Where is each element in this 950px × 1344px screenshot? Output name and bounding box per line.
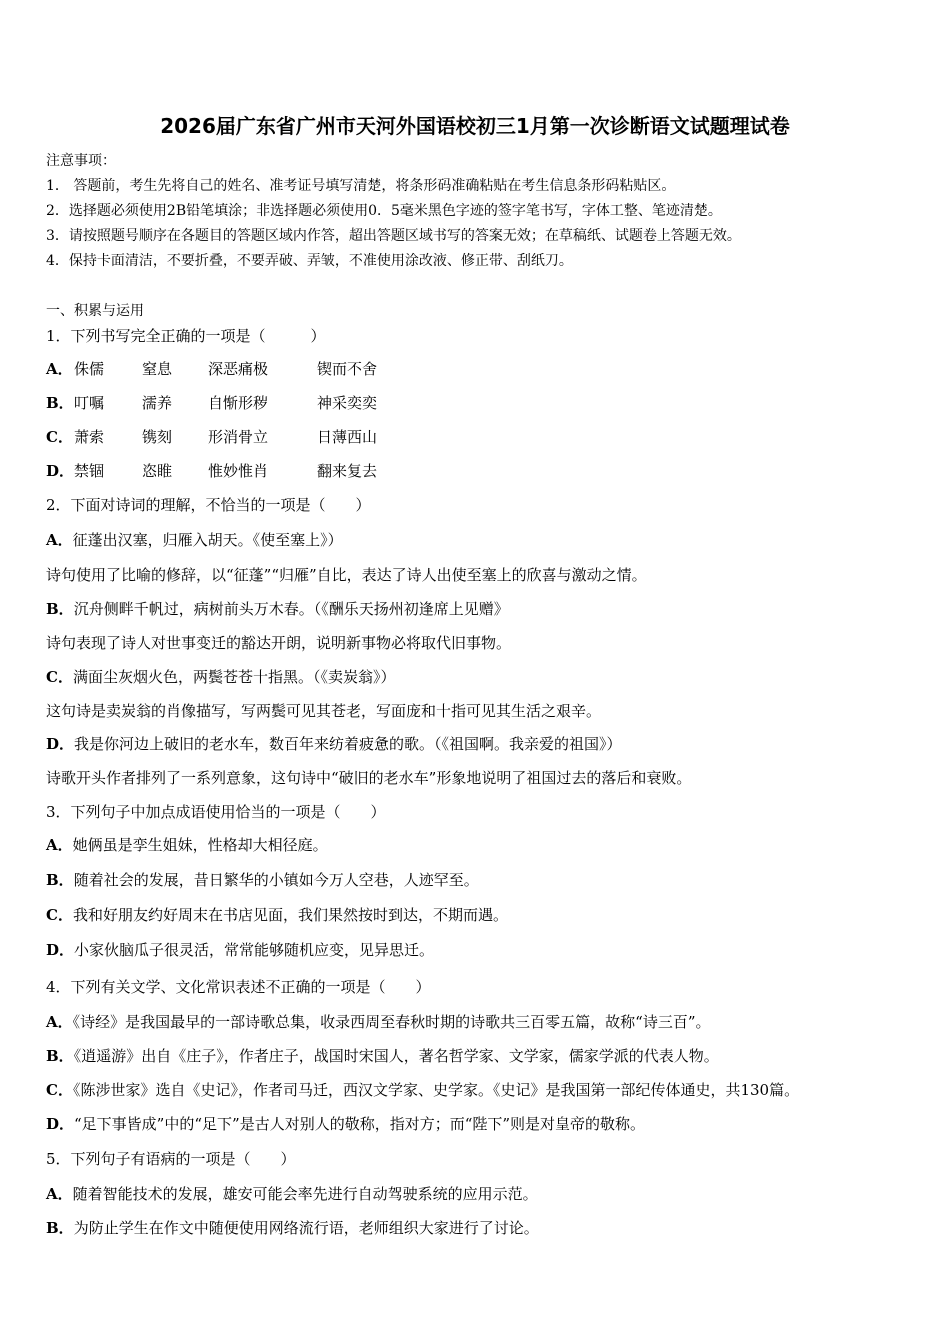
option-word: 叮嘱 <box>74 394 105 412</box>
q3-option-c: C．我和好朋友约好周末在书店见面，我们果然按时到达，不期而遇。 <box>46 906 508 924</box>
q4-stem: 4．下列有关文学、文化常识表述不正确的一项是（ ） <box>46 978 431 996</box>
option-word: 翻来复去 <box>317 462 378 480</box>
page-title: 2026届广东省广州市天河外国语校初三1月第一次诊断语文试题理试卷 <box>160 114 790 138</box>
option-word: 窒息 <box>142 360 173 378</box>
option-label: D． <box>46 462 75 480</box>
q2-option-a: A．征蓬出汉塞，归雁入胡天。《使至塞上》） <box>46 531 343 549</box>
notice-item-4: 4．保持卡面清洁，不要折叠，不要弄破、弄皱，不准使用涂改液、修正带、刮纸刀。 <box>46 253 573 269</box>
q2-explanation-d: 诗歌开头作者排列了一系列意象，这句诗中“破旧的老水车”形象地说明了祖国过去的落后和衰败。 <box>46 769 692 787</box>
q5-option-a: A．随着智能技术的发展，雄安可能会率先进行自动驾驶系统的应用示范。 <box>46 1185 538 1203</box>
q3-option-b: B．随着社会的发展，昔日繁华的小镇如今万人空巷，人迹罕至。 <box>46 871 479 889</box>
option-word: 恣睢 <box>142 462 173 480</box>
section-heading: 一、积累与运用 <box>46 303 144 319</box>
notice-item-1: 1． 答题前，考生先将自己的姓名、准考证号填写清楚，将条形码准确粘贴在考生信息条形码粘贴区。 <box>46 178 676 194</box>
option-label: B． <box>46 394 74 412</box>
q2-option-b: B．沉舟侧畔千帆过，病树前头万木春。（《酬乐天扬州初逢席上见赠》 <box>46 600 509 618</box>
option-word: 濡养 <box>142 394 173 412</box>
option-word: 深恶痛极 <box>208 360 269 378</box>
q4-option-c: C．《陈涉世家》选自《史记》，作者司马迁，西汉文学家、史学家。《史记》是我国第一部纪传体通史，共130篇。 <box>46 1081 800 1099</box>
q4-option-b: B．《逍遥游》出自《庄子》，作者庄子，战国时宋国人，著名哲学家、文学家，儒家学派的代表人物。 <box>46 1047 719 1065</box>
q2-explanation-a: 诗句使用了比喻的修辞，以“征蓬”“归雁”自比，表达了诗人出使至塞上的欣喜与激动之情。 <box>46 566 647 584</box>
option-word: 禁锢 <box>74 462 105 480</box>
option-word: 惟妙惟肖 <box>208 462 269 480</box>
option-word: 日薄西山 <box>317 428 378 446</box>
notice-item-2: 2．选择题必须使用2B铅笔填涂；非选择题必须使用0．5毫米黑色字迹的签字笔书写，字体工整、笔迹清楚。 <box>46 203 722 219</box>
q2-option-c: C．满面尘灰烟火色，两鬓苍苍十指黑。（《卖炭翁》） <box>46 668 396 686</box>
q1-stem: 1．下列书写完全正确的一项是（ ） <box>46 327 326 345</box>
q2-explanation-b: 诗句表现了诗人对世事变迁的豁达开朗，说明新事物必将取代旧事物。 <box>46 634 512 652</box>
q4-option-d: D．“足下事皆成”中的“足下”是古人对别人的敬称，指对方；而“陛下”则是对皇帝的敬称。 <box>46 1115 646 1133</box>
q3-stem: 3．下列句子中加点成语使用恰当的一项是（ ） <box>46 803 386 821</box>
option-word: 自惭形秽 <box>208 394 269 412</box>
option-word: 锲而不舍 <box>317 360 378 378</box>
q4-option-a: A．《诗经》是我国最早的一部诗歌总集，收录西周至春秋时期的诗歌共三百零五篇，故称“诗三百”。 <box>46 1013 711 1031</box>
q2-stem: 2．下面对诗词的理解，不恰当的一项是（ ） <box>46 496 371 514</box>
q3-option-a: A．她俩虽是孪生姐妹，性格却大相径庭。 <box>46 836 328 854</box>
option-word: 镌刻 <box>142 428 173 446</box>
q3-option-d: D．小家伙脑瓜子很灵活，常常能够随机应变，见异思迁。 <box>46 941 435 959</box>
option-label: C． <box>46 428 73 446</box>
option-word: 萧索 <box>74 428 105 446</box>
option-word: 侏儒 <box>74 360 105 378</box>
q5-option-b: B．为防止学生在作文中随便使用网络流行语，老师组织大家进行了讨论。 <box>46 1219 539 1237</box>
notice-item-3: 3．请按照题号顺序在各题目的答题区域内作答，超出答题区域书写的答案无效；在草稿纸、试题卷上答题无效。 <box>46 228 741 244</box>
option-word: 形消骨立 <box>208 428 269 446</box>
option-label: A． <box>46 360 73 378</box>
q2-option-d: D．我是你河边上破旧的老水车，数百年来纺着疲惫的歌。（《祖国啊。我亲爱的祖国》） <box>46 735 622 753</box>
q5-stem: 5．下列句子有语病的一项是（ ） <box>46 1150 296 1168</box>
q2-explanation-c: 这句诗是卖炭翁的肖像描写，写两鬓可见其苍老，写面庞和十指可见其生活之艰辛。 <box>46 702 602 720</box>
notice-heading: 注意事项： <box>46 153 116 169</box>
option-word: 神采奕奕 <box>317 394 378 412</box>
